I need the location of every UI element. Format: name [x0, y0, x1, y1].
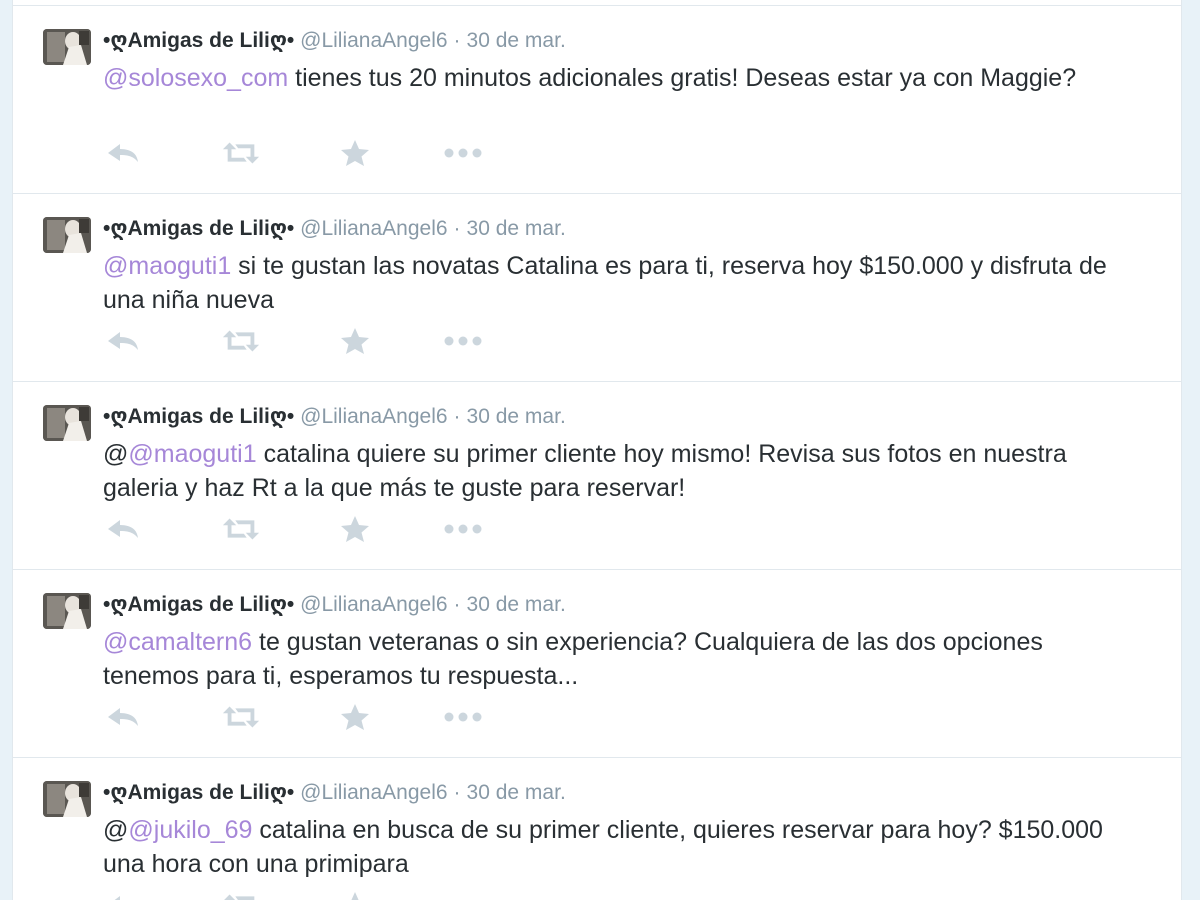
- tweet-header: [103, 216, 566, 242]
- separator: ·: [453, 217, 461, 240]
- author-handle[interactable]: @LilianaAngel6: [300, 217, 448, 240]
- avatar[interactable]: [43, 781, 91, 817]
- author-handle[interactable]: @LilianaAngel6: [300, 29, 448, 52]
- at-prefix: @: [103, 440, 129, 468]
- avatar-photo: [43, 781, 91, 817]
- tweet-body: catalina en busca de su primer cliente, quieres reservar para hoy? $150.000 una hora con una primipara: [103, 816, 1103, 878]
- tweet-text: [103, 61, 1123, 95]
- reply-icon: [106, 705, 140, 729]
- favorite-button[interactable]: [335, 890, 375, 900]
- author-handle[interactable]: @LilianaAngel6: [300, 593, 448, 616]
- tweet[interactable]: [13, 5, 1181, 192]
- separator: ·: [453, 405, 461, 428]
- separator: ·: [453, 593, 461, 616]
- more-button[interactable]: [443, 890, 483, 900]
- author-name[interactable]: •ღAmigas de Liliღ•: [103, 217, 295, 240]
- at-prefix: @: [103, 816, 129, 844]
- retweet-button[interactable]: [221, 326, 261, 356]
- favorite-button[interactable]: [335, 138, 375, 168]
- avatar-photo: [43, 593, 91, 629]
- author-handle[interactable]: @LilianaAngel6: [300, 781, 448, 804]
- tweet-body: te gustan veteranas o sin experiencia? Cualquiera de las dos opciones tenemos para ti, esperamos tu respuesta...: [103, 628, 1043, 690]
- avatar-photo: [43, 29, 91, 65]
- more-button[interactable]: [443, 702, 483, 732]
- favorite-button[interactable]: [335, 326, 375, 356]
- tweet[interactable]: [13, 193, 1181, 380]
- favorite-icon: [340, 515, 370, 543]
- tweet-text: [103, 249, 1123, 317]
- reply-button[interactable]: [103, 514, 143, 544]
- more-button[interactable]: [443, 326, 483, 356]
- timestamp[interactable]: 30 de mar.: [466, 781, 566, 804]
- tweet[interactable]: [13, 381, 1181, 568]
- reply-button[interactable]: [103, 890, 143, 900]
- retweet-icon: [221, 329, 261, 353]
- tweet[interactable]: [13, 569, 1181, 756]
- avatar-photo: [43, 217, 91, 253]
- reply-icon: [106, 517, 140, 541]
- reply-button[interactable]: [103, 702, 143, 732]
- mention-link[interactable]: @maoguti1: [103, 252, 232, 280]
- timestamp[interactable]: 30 de mar.: [466, 29, 566, 52]
- timestamp[interactable]: 30 de mar.: [466, 593, 566, 616]
- avatar-photo: [43, 405, 91, 441]
- author-name[interactable]: •ღAmigas de Liliღ•: [103, 405, 295, 428]
- mention-link[interactable]: @camaltern6: [103, 628, 253, 656]
- author-name[interactable]: •ღAmigas de Liliღ•: [103, 29, 295, 52]
- reply-icon: [106, 141, 140, 165]
- tweet-header: [103, 404, 566, 430]
- retweet-button[interactable]: [221, 138, 261, 168]
- reply-icon: [106, 329, 140, 353]
- mention-link[interactable]: @jukilo_69: [128, 816, 253, 844]
- favorite-button[interactable]: [335, 702, 375, 732]
- reply-icon: [106, 893, 140, 900]
- reply-button[interactable]: [103, 138, 143, 168]
- avatar[interactable]: [43, 217, 91, 253]
- more-icon: [443, 711, 483, 723]
- tweet[interactable]: [13, 757, 1181, 900]
- avatar[interactable]: [43, 29, 91, 65]
- more-button[interactable]: [443, 138, 483, 168]
- tweet-timeline: [12, 0, 1182, 900]
- more-button[interactable]: [443, 514, 483, 544]
- retweet-icon: [221, 517, 261, 541]
- mention-link[interactable]: @solosexo_com: [103, 64, 289, 92]
- tweet-header: [103, 592, 566, 618]
- tweet-body: si te gustan las novatas Catalina es para ti, reserva hoy $150.000 y disfruta de una niña nueva: [103, 252, 1107, 314]
- tweet-body: tienes tus 20 minutos adicionales gratis! Deseas estar ya con Maggie?: [288, 64, 1077, 92]
- separator: ·: [453, 29, 461, 52]
- tweet-text: [103, 813, 1123, 881]
- favorite-button[interactable]: [335, 514, 375, 544]
- more-icon: [443, 335, 483, 347]
- author-name[interactable]: •ღAmigas de Liliღ•: [103, 781, 295, 804]
- retweet-icon: [221, 705, 261, 729]
- tweet-body: catalina quiere su primer cliente hoy mismo! Revisa sus fotos en nuestra galeria y haz Rt a la que más te guste para reservar!: [103, 440, 1067, 502]
- avatar[interactable]: [43, 593, 91, 629]
- retweet-button[interactable]: [221, 890, 261, 900]
- tweet-text: [103, 437, 1123, 505]
- favorite-icon: [340, 703, 370, 731]
- favorite-icon: [340, 891, 370, 900]
- tweet-header: [103, 780, 566, 806]
- author-handle[interactable]: @LilianaAngel6: [300, 405, 448, 428]
- avatar[interactable]: [43, 405, 91, 441]
- retweet-button[interactable]: [221, 702, 261, 732]
- favorite-icon: [340, 139, 370, 167]
- separator: ·: [453, 781, 461, 804]
- mention-link[interactable]: @maoguti1: [128, 440, 257, 468]
- tweet-header: [103, 28, 566, 54]
- tweet-text: [103, 625, 1123, 693]
- timestamp[interactable]: 30 de mar.: [466, 405, 566, 428]
- retweet-button[interactable]: [221, 514, 261, 544]
- timestamp[interactable]: 30 de mar.: [466, 217, 566, 240]
- more-icon: [443, 523, 483, 535]
- favorite-icon: [340, 327, 370, 355]
- reply-button[interactable]: [103, 326, 143, 356]
- retweet-icon: [221, 141, 261, 165]
- more-icon: [443, 147, 483, 159]
- retweet-icon: [221, 893, 261, 900]
- author-name[interactable]: •ღAmigas de Liliღ•: [103, 593, 295, 616]
